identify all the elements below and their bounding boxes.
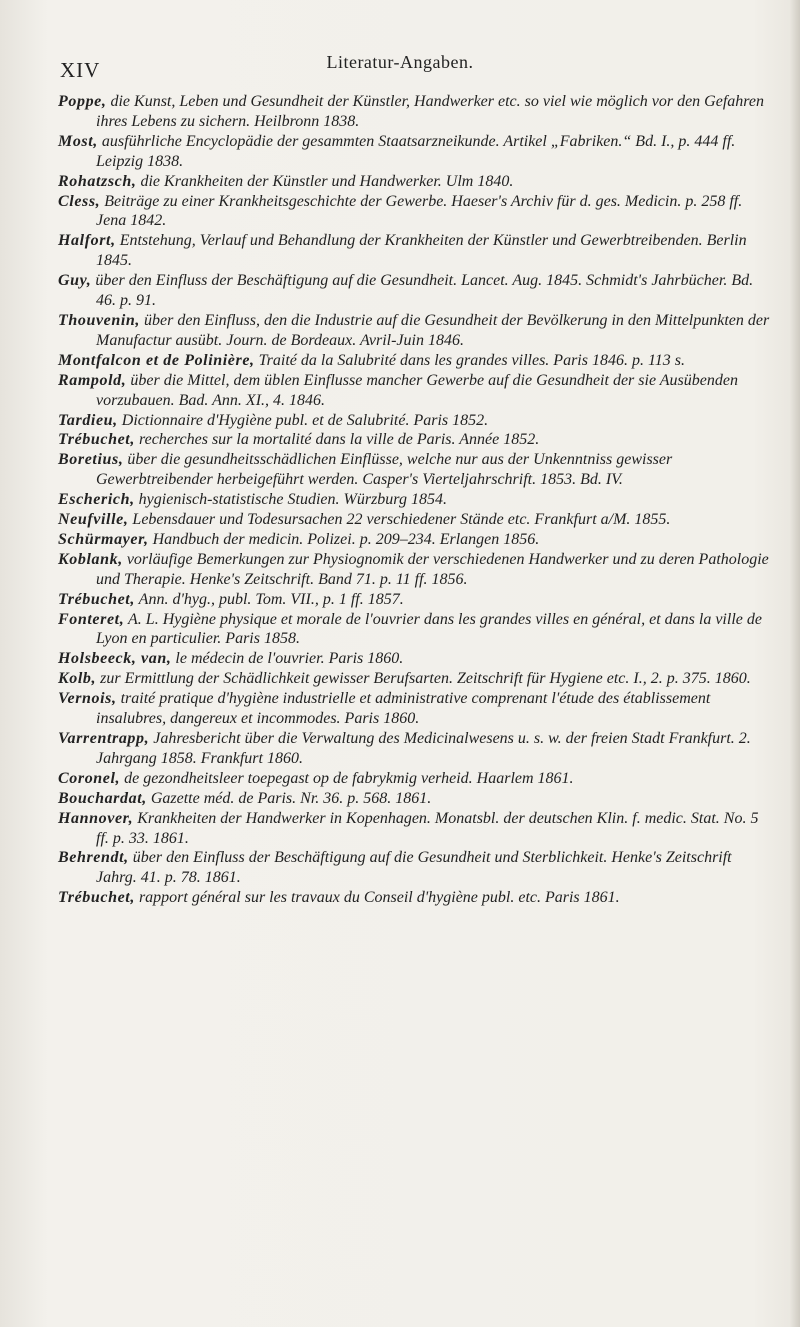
entry-text: Krankheiten der Handwerker in Kopenhagen. Monatsbl. der deutschen Klin. f. medic. Stat. No. 5 ff. p. 33. 1861. (96, 809, 759, 847)
entry-text: Ann. d'hyg., publ. Tom. VII., p. 1 ff. 1857. (138, 590, 404, 608)
bibliography-entry (58, 888, 770, 908)
bibliography-entry (58, 550, 770, 590)
entry-author: Poppe, (58, 93, 107, 110)
entry-author: Koblank, (58, 550, 123, 568)
bibliography-entry (58, 231, 770, 271)
bibliography-entry (58, 132, 770, 172)
entry-text: vorläufige Bemerkungen zur Physiognomik der verschiedenen Handwerker und zu deren Pathologie und Therapie. Henke's Zeitschrift. Band 71. p. 11 ff. 1856. (96, 550, 769, 588)
bibliography-list (58, 92, 770, 908)
entry-author: Vernois, (58, 690, 117, 708)
bibliography-entry (58, 411, 770, 431)
bibliography-entry (58, 729, 770, 769)
entry-author: Guy, (58, 272, 92, 290)
entry-author: Tardieu, (58, 411, 118, 429)
entry-text: über den Einfluss, den die Industrie auf die Gesundheit der Bevölkerung in den Mittelpunkten der Manufactur ausübt. Journ. de Bordeaux. Avril-Juin 1846. (96, 311, 770, 349)
bibliography-entry (58, 430, 770, 450)
entry-text: über die gesundheitsschädlichen Einflüsse, welche nur aus der Unkenntniss gewisser Gewerbtreibender herbeigeführt werden. Casper's Vierteljahrschrift. 1853. Bd. IV. (96, 451, 673, 489)
entry-author: Cless, (58, 192, 101, 210)
entry-author: Schürmayer, (58, 530, 149, 548)
entry-text: Dictionnaire d'Hygiène publ. et de Salubrité. Paris 1852. (121, 411, 489, 429)
entry-text: über die Mittel, dem üblen Einflusse mancher Gewerbe auf die Gesundheit der sie Ausübenden vorzubauen. Bad. Ann. XI., 4. 1846. (96, 371, 738, 409)
entry-author: Kolb, (58, 670, 97, 688)
entry-author: Fonteret, (58, 610, 125, 628)
entry-text: Traité da la Salubrité dans les grandes villes. Paris 1846. p. 113 s. (258, 351, 686, 369)
entry-text: recherches sur la mortalité dans la ville de Paris. Année 1852. (138, 431, 540, 449)
bibliography-entry (58, 610, 770, 650)
bibliography-entry (58, 669, 770, 689)
entry-text: die Krankheiten der Künstler und Handwerker. Ulm 1840. (140, 172, 514, 190)
bibliography-entry (58, 789, 770, 809)
entry-author: Halfort, (58, 232, 116, 250)
bibliography-entry (58, 590, 770, 610)
page-number: XIV (60, 58, 101, 82)
entry-text: zur Ermittlung der Schädlichkeit gewisser Berufsarten. Zeitschrift für Hygiene etc. I., 2. p. 375. 1860. (100, 670, 751, 688)
entry-author: Bouchardat, (58, 789, 147, 807)
entry-author: Montfalcon et de Polinière, (58, 351, 255, 369)
entry-author: Rampold, (58, 371, 127, 389)
entry-text: rapport général sur les travaux du Conseil d'hygiène publ. etc. Paris 1861. (138, 889, 620, 907)
entry-text: Jahresbericht über die Verwaltung des Medicinalwesens u. s. w. der freien Stadt Frankfurt. 2. Jahrgang 1858. Frankfurt 1860. (96, 730, 751, 767)
bibliography-entry (58, 689, 770, 729)
bibliography-entry (58, 490, 770, 510)
page-spine-edge (790, 0, 800, 1327)
entry-author: Hannover, (58, 809, 134, 827)
entry-author: Rohatzsch, (58, 172, 137, 190)
bibliography-entry (58, 371, 770, 411)
entry-author: Thouvenin, (58, 311, 141, 329)
entry-text: Entstehung, Verlauf und Behandlung der Krankheiten der Künstler und Gewerbtreibenden. Berlin 1845. (96, 232, 747, 270)
bibliography-entry (58, 92, 770, 132)
entry-text: ausführliche Encyclopädie der gesammten Staatsarzneikunde. Artikel „Fabriken.“ Bd. I., p. 444 ff. Leipzig 1838. (96, 132, 736, 170)
bibliography-entry (58, 649, 770, 669)
bibliography-entry (58, 530, 770, 550)
entry-text: die Kunst, Leben und Gesundheit der Künstler, Handwerker etc. so viel wie möglich vor den Gefahren ihres Lebens zu sichern. Heilbronn 1838. (96, 93, 765, 130)
entry-text: über den Einfluss der Beschäftigung auf die Gesundheit. Lancet. Aug. 1845. Schmidt's Jahrbücher. Bd. 46. p. 91. (95, 272, 754, 310)
entry-author: Varrentrapp, (58, 730, 150, 747)
entry-text: le médecin de l'ouvrier. Paris 1860. (175, 650, 404, 668)
entry-text: Beiträge zu einer Krankheitsgeschichte der Gewerbe. Haeser's Archiv für d. ges. Medicin. p. 258 ff. Jena 1842. (96, 192, 743, 230)
entry-text: Lebensdauer und Todesursachen 22 verschiedener Stände etc. Frankfurt a/M. 1855. (132, 511, 671, 529)
entry-text: Gazette méd. de Paris. Nr. 36. p. 568. 1861. (150, 789, 432, 807)
bibliography-entry (58, 510, 770, 530)
bibliography-entry (58, 271, 770, 311)
entry-text: traité pratique d'hygiène industrielle et administrative comprenant l'étude des établissement insalubres, dangereux et incommodes. Paris 1860. (96, 690, 711, 728)
entry-author: Boretius, (58, 451, 124, 469)
entry-text: de gezondheitsleer toepegast op de fabrykmig verheid. Haarlem 1861. (124, 769, 574, 787)
bibliography-entry (58, 450, 770, 490)
bibliography-entry (58, 809, 770, 849)
bibliography-entry (58, 192, 770, 232)
bibliography-entry (58, 848, 770, 888)
entry-author: Most, (58, 132, 98, 150)
entry-author: Coronel, (58, 769, 121, 787)
bibliography-entry (58, 172, 770, 192)
entry-text: über den Einfluss der Beschäftigung auf die Gesundheit und Sterblichkeit. Henke's Zeitschrift Jahrg. 41. p. 78. 1861. (96, 849, 732, 887)
entry-author: Trébuchet, (58, 889, 135, 907)
entry-author: Behrendt, (58, 849, 129, 867)
entry-text: Handbuch der medicin. Polizei. p. 209–234. Erlangen 1856. (152, 530, 540, 548)
entry-author: Trébuchet, (58, 590, 135, 608)
bibliography-entry (58, 311, 770, 351)
running-head: Literatur-Angaben. (326, 52, 474, 72)
entry-author: Holsbeeck, van, (58, 650, 172, 668)
entry-text: hygienisch-statistische Studien. Würzburg 1854. (138, 491, 447, 509)
bibliography-entry (58, 351, 770, 371)
entry-author: Escherich, (58, 491, 135, 509)
entry-author: Neufville, (58, 511, 129, 529)
entry-text: A. L. Hygiène physique et morale de l'ouvrier dans les grandes villes en général, et dans la ville de Lyon en particulier. Paris 1858. (96, 610, 762, 648)
bibliography-entry (58, 769, 770, 789)
entry-author: Trébuchet, (58, 431, 135, 449)
